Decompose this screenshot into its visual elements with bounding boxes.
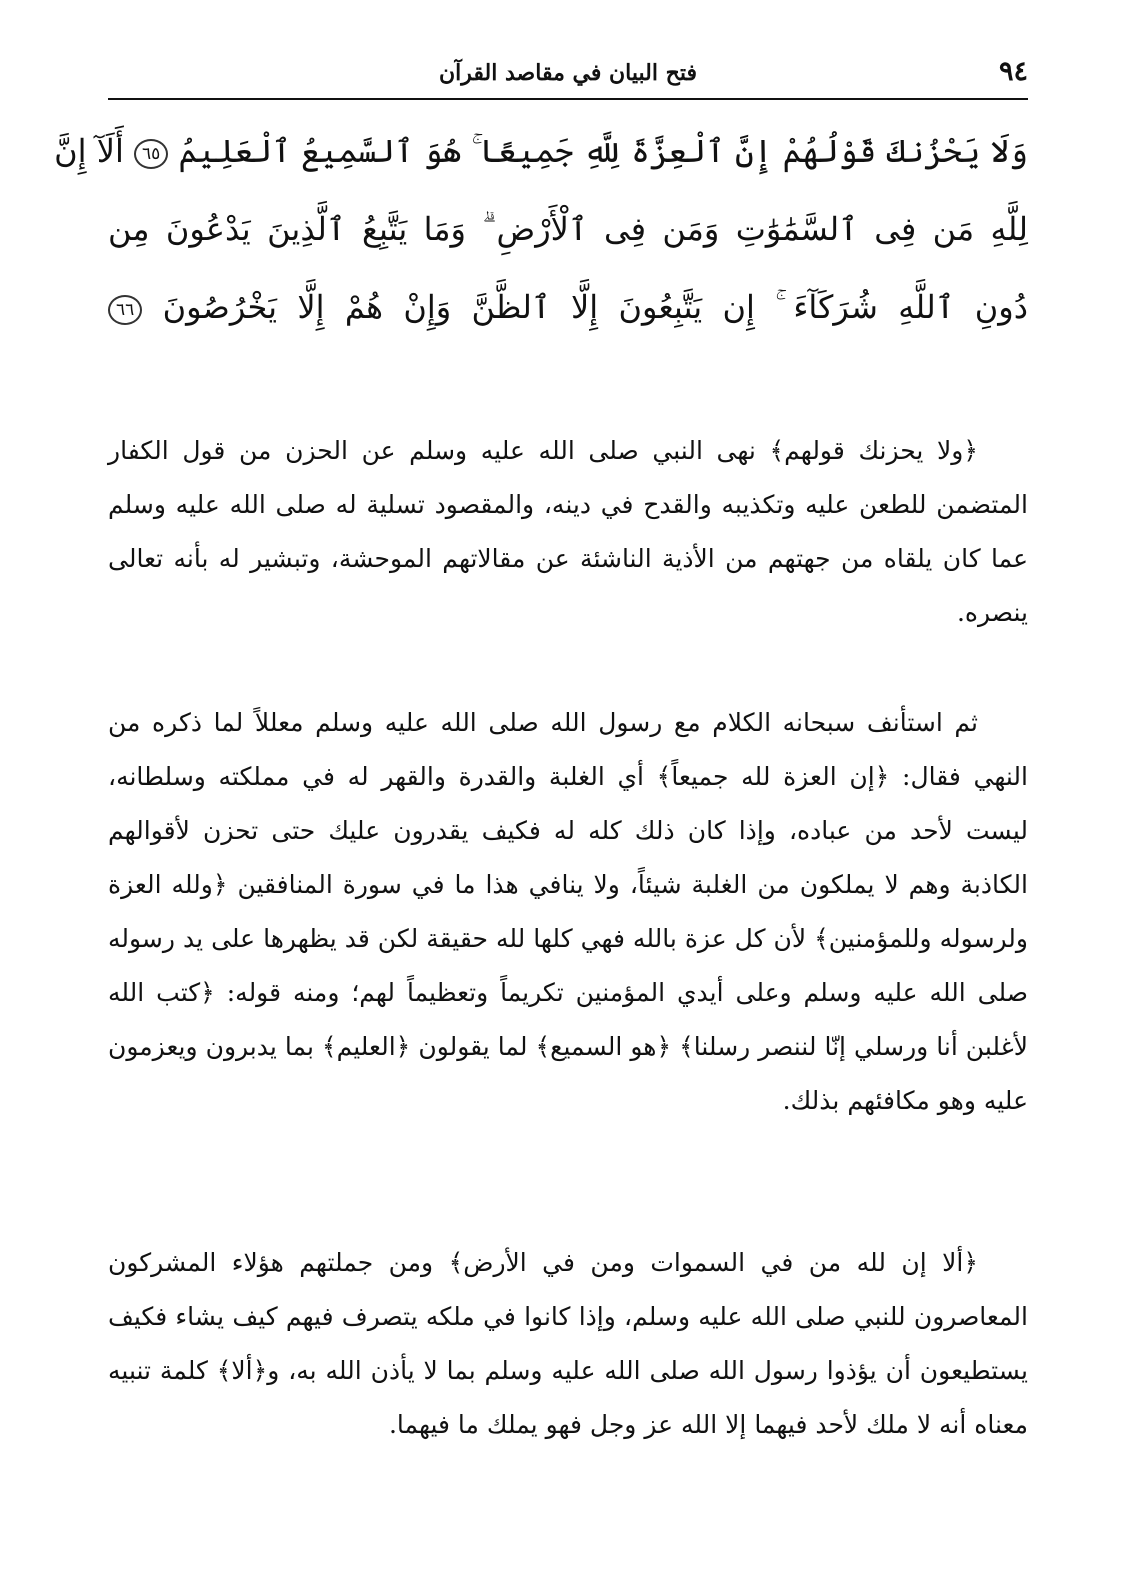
quran-line-1-end-text: أَلَآ إِنَّ [54,132,124,170]
quran-line-1 [54,112,1028,190]
quran-line-1-text: وَلَا يَحْزُنكَ قَوْلُهُمْ إِنَّ ٱلْعِزَّةَ لِلَّهِ جَمِيعًا ۚ هُوَ ٱلسَّمِيعُ ٱلْعَلِيمُ [178,132,1028,170]
quran-line-2 [108,190,1028,268]
paragraph-text: ﴿ألا إن لله من في السموات ومن في الأرض﴾ ومن جملتهم هؤلاء المشركون المعاصرون للنبي صلى الله عليه وسلم، وإذا كانوا في ملكه يتصرف فيهم كيف يشاء فكيف يستطيعون أن يؤذوا رسول الله صلى الله عليه وسلم بما لا يأذن الله به، و﴿ألا﴾ كلمة تنبيه معناه أنه لا ملك لأحد فيهما إلا الله عز وجل فهو يملك ما فيهما. [108,1248,1028,1439]
paragraph-text: ﴿ولا يحزنك قولهم﴾ نهى النبي صلى الله عليه وسلم عن الحزن من قول الكفار المتضمن للطعن عليه وتكذيبه والقدح في دينه، والمقصود تسلية له صلى الله عليه وسلم عما كان يلقاه من جهتهم من الأذية الناشئة عن مقالاتهم الموحشة، وتبشير له بأنه تعالى ينصره. [108,436,1028,627]
ayah-number-marker: ٦٥ [134,139,168,169]
commentary-paragraph-3 [108,1236,1028,1452]
page-header [108,50,1028,94]
quran-verses [54,112,1029,346]
header-divider [108,98,1028,100]
paragraph-text: ثم استأنف سبحانه الكلام مع رسول الله صلى الله عليه وسلم معللاً لما ذكره من النهي فقال: ﴿إن العزة لله جميعاً﴾ أي الغلبة والقدرة والقهر له في مملكته وسلطانه، ليست لأحد من عباده، وإذا كان ذلك كله له فكيف يقدرون عليك حتى تحزن لأقوالهم الكاذبة وهم لا يملكون من الغلبة شيئاً، ولا ينافي هذا ما في سورة المنافقين ﴿ولله العزة ولرسوله وللمؤمنين﴾ لأن كل عزة بالله فهي كلها لله حقيقة لكن قد يظهرها على يد رسوله صلى الله عليه وسلم وعلى أيدي المؤمنين تكريماً وتعظيماً لهم؛ ومنه قوله: ﴿كتب الله لأغلبن أنا ورسلي إنّا لننصر رسلنا﴾ ﴿هو السميع﴾ لما يقولون ﴿العليم﴾ بما يدبرون ويعزمون عليه وهو مكافئهم بذلك. [108,708,1028,1115]
commentary-paragraph-2 [108,696,1028,1128]
running-title: فتح البيان في مقاصد القرآن [439,60,697,86]
quran-line-3-text: دُونِ ٱللَّهِ شُرَكَآءَ ۚ إِن يَتَّبِعُونَ إِلَّا ٱلظَّنَّ وَإِنْ هُمْ إِلَّا يَخْرُصُونَ [162,288,1029,326]
quran-line-3 [108,268,1028,346]
quran-line-2-text: لِلَّهِ مَن فِى ٱلسَّمَٰوَٰتِ وَمَن فِى ٱلْأَرْضِ ۗ وَمَا يَتَّبِعُ ٱلَّذِينَ يَدْعُونَ مِن [108,210,1028,248]
commentary-paragraph-1 [108,424,1028,640]
ayah-number-marker: ٦٦ [108,295,142,325]
page-number: ٩٤ [998,56,1028,87]
